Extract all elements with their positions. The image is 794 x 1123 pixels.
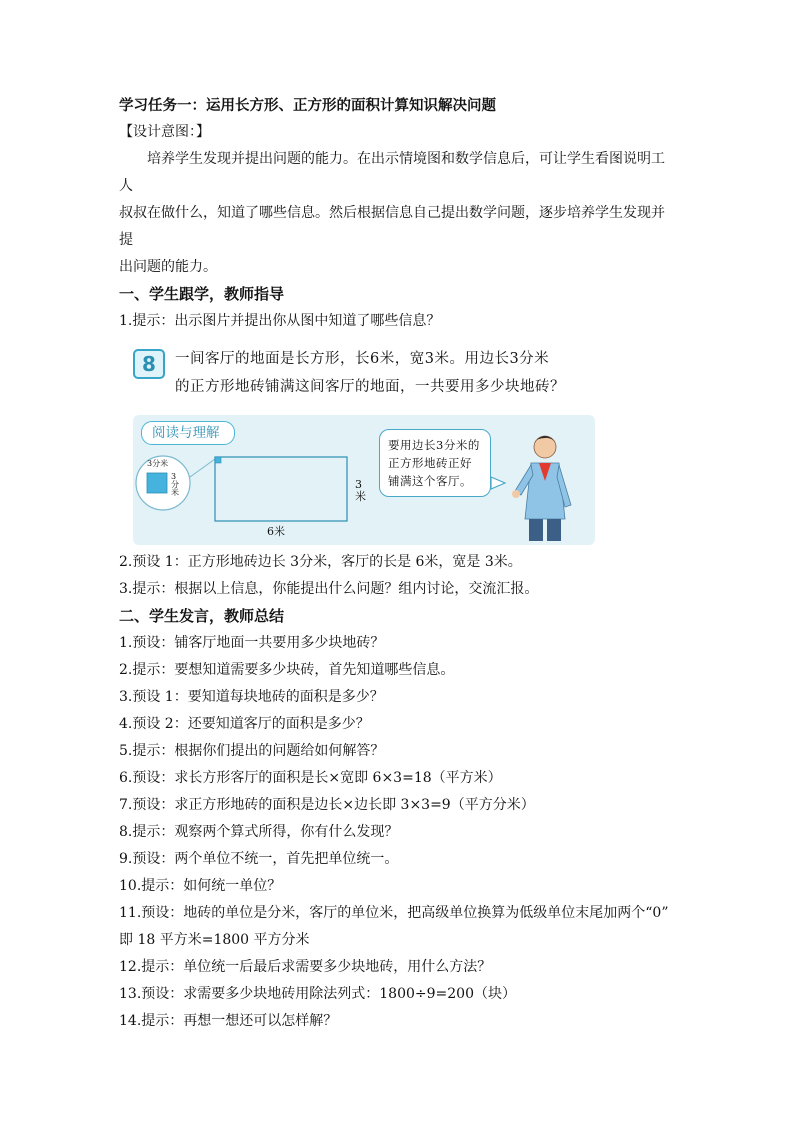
list-item: 12.提示：单位统一后最后求需要多少块地砖，用什么方法？ bbox=[119, 959, 492, 975]
problem-line: 的正方形地砖铺满这间客厅的地面，一共要用多少块地砖？ bbox=[175, 379, 565, 395]
after-figure-line: 3.提示：根据以上信息，你能提出什么问题？组内讨论，交流汇报。 bbox=[119, 581, 539, 597]
list-item: 3.预设 1：要知道每块地砖的面积是多少？ bbox=[119, 689, 384, 705]
after-figure-line: 2.预设 1：正方形地砖边长 3分米，客厅的长是 6米，宽是 3米。 bbox=[119, 554, 522, 570]
section1-heading: 一、学生跟学，教师指导 bbox=[119, 285, 285, 303]
list-item: 4.预设 2：还要知道客厅的面积是多少？ bbox=[119, 716, 370, 732]
reading-understanding-tag: 阅读与理解 bbox=[141, 421, 235, 445]
problem-statement bbox=[175, 345, 595, 401]
list-item: 14.提示：再想一想还可以怎样解？ bbox=[119, 1013, 338, 1029]
section2-heading: 二、学生发言，教师总结 bbox=[119, 607, 285, 625]
design-intent-paragraph bbox=[119, 146, 675, 281]
list-item: 11.预设：地砖的单位是分米，客厅的单位米，把高级单位换算为低级单位末尾加两个“0” bbox=[119, 905, 669, 921]
intent-line: 叔叔在做什么，知道了哪些信息。然后根据信息自己提出数学问题，逐步培养学生发现并提 bbox=[119, 205, 665, 248]
list-item: 7.预设：求正方形地砖的面积是边长×边长即 3×3=9（平方分米） bbox=[119, 797, 535, 813]
tile-square bbox=[147, 473, 167, 493]
problem-line: 一间客厅的地面是长方形，长6米，宽3米。用边长3分米 bbox=[175, 351, 550, 367]
section2-list bbox=[119, 630, 679, 1035]
list-item: 1.预设：铺客厅地面一共要用多少块地砖？ bbox=[119, 635, 385, 651]
intent-line: 出问题的能力。 bbox=[119, 259, 217, 275]
room-height-label: 3米 bbox=[355, 478, 366, 503]
list-item: 6.预设：求长方形客厅的面积是长×宽即 6×3=18（平方米） bbox=[119, 770, 502, 786]
list-item: 即 18 平方米=1800 平方分米 bbox=[119, 932, 310, 948]
list-item: 5.提示：根据你们提出的问题给如何解答？ bbox=[119, 743, 385, 759]
room-width-label: 6米 bbox=[267, 525, 285, 538]
problem-number-badge: 8 bbox=[133, 349, 165, 379]
boy-illustration bbox=[512, 436, 571, 541]
design-intent-label: 【设计意图：】 bbox=[119, 124, 210, 140]
list-item: 9.预设：两个单位不统一，首先把单位统一。 bbox=[119, 851, 399, 867]
speech-bubble: 要用边长3分米的正方形地砖正好铺满这个客厅。 bbox=[379, 429, 491, 497]
tile-side-label: 3分米 bbox=[147, 459, 169, 468]
list-item: 2.提示：要想知道需要多少块砖，首先知道哪些信息。 bbox=[119, 662, 455, 678]
bubble-tail bbox=[491, 477, 505, 489]
room-corner-tile bbox=[215, 457, 221, 463]
tile-vertical-label: 3分米 bbox=[171, 472, 179, 497]
intent-line: 培养学生发现并提出问题的能力。在出示情境图和数学信息后，可让学生看图说明工人 bbox=[119, 151, 665, 194]
textbook-figure bbox=[133, 345, 595, 545]
document-page bbox=[119, 92, 679, 1035]
reading-panel bbox=[133, 415, 595, 545]
list-item: 10.提示：如何统一单位？ bbox=[119, 878, 282, 894]
section1-line: 1.提示：出示图片并提出你从图中知道了哪些信息？ bbox=[119, 313, 441, 329]
list-item: 13.预设：求需要多少块地砖用除法列式：1800÷9=200（块） bbox=[119, 986, 516, 1002]
zoom-connector bbox=[190, 459, 215, 477]
list-item: 8.提示：观察两个算式所得，你有什么发现？ bbox=[119, 824, 399, 840]
room-rectangle bbox=[215, 457, 347, 521]
task-title: 学习任务一：运用长方形、正方形的面积计算知识解决问题 bbox=[119, 97, 496, 114]
